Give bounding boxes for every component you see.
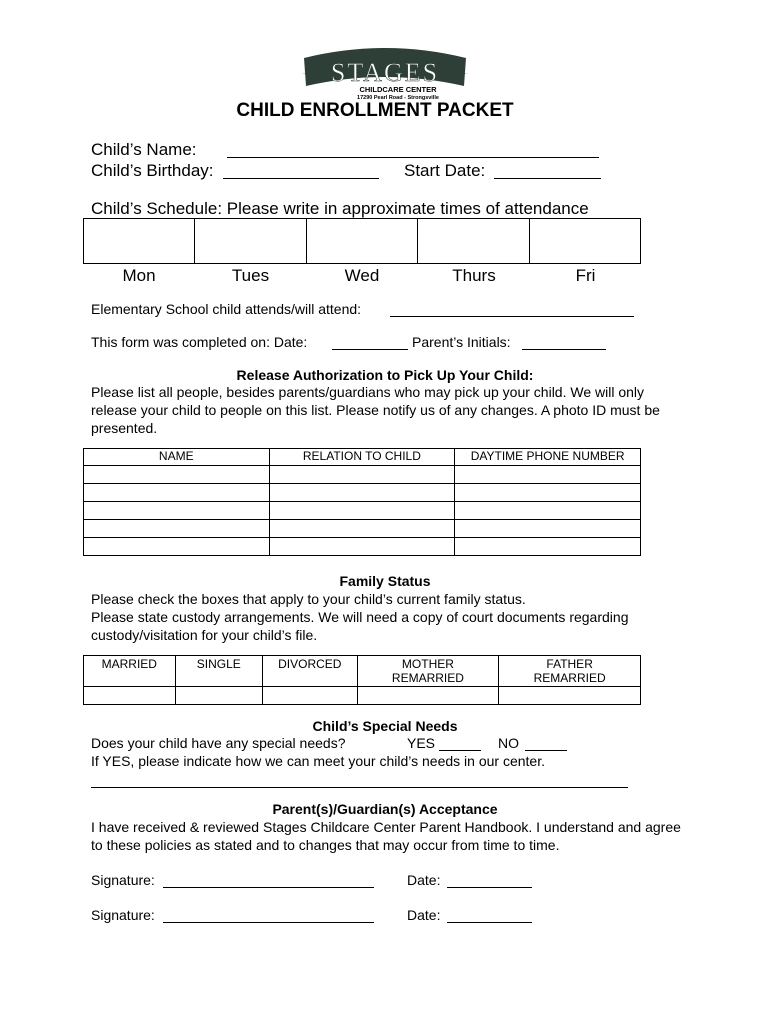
acceptance-heading: Parent(s)/Guardian(s) Acceptance — [272, 801, 498, 817]
pickup-cell[interactable] — [269, 466, 455, 484]
pickup-col-relation: RELATION TO CHILD — [269, 449, 455, 466]
signature-label-2: Signature: — [91, 907, 155, 923]
completed-date-field[interactable] — [332, 335, 408, 350]
family-col-married: MARRIED — [84, 656, 176, 687]
date-label-1: Date: — [407, 872, 441, 888]
date-field-1[interactable] — [447, 873, 532, 888]
parent-initials-label: Parent’s Initials: — [412, 334, 511, 350]
family-check-mother-remarried[interactable] — [357, 687, 499, 705]
parent-initials-field[interactable] — [522, 335, 606, 350]
special-needs-followup: If YES, please indicate how we can meet your child’s needs in our center. — [91, 753, 545, 769]
pickup-cell[interactable] — [455, 502, 641, 520]
childs-name-field[interactable] — [227, 143, 599, 158]
family-line2: Please state custody arrangements. We will need a copy of court documents regarding custody/visitation for your child’s file. — [91, 609, 629, 643]
date-field-2[interactable] — [447, 908, 532, 923]
pickup-cell[interactable] — [84, 520, 270, 538]
schedule-heading: Child’s Schedule: Please write in approximate times of attendance — [91, 199, 589, 218]
pickup-cell[interactable] — [269, 484, 455, 502]
pickup-col-name: NAME — [84, 449, 270, 466]
family-check-father-remarried[interactable] — [499, 687, 641, 705]
pickup-cell[interactable] — [84, 538, 270, 556]
day-label-mon: Mon — [122, 266, 156, 285]
childs-birthday-field[interactable] — [223, 164, 379, 179]
family-status-table — [83, 655, 641, 705]
pickup-cell[interactable] — [455, 466, 641, 484]
pickup-table — [83, 448, 641, 556]
page-title: CHILD ENROLLMENT PACKET — [236, 100, 514, 121]
signature-field-1[interactable] — [163, 873, 374, 888]
signature-label-1: Signature: — [91, 872, 155, 888]
schedule-cell-tues[interactable] — [195, 219, 306, 264]
start-date-field[interactable] — [494, 164, 601, 179]
special-needs-yes-label: YES — [407, 735, 436, 751]
pickup-cell[interactable] — [84, 466, 270, 484]
family-col-father-remarried: FATHER REMARRIED — [499, 656, 641, 687]
logo-subtitle: CHILDCARE CENTER — [359, 85, 437, 94]
acceptance-body: I have received & reviewed Stages Childcare Center Parent Handbook. I understand and agree to these policies as stated and to changes that may occur from time to time. — [91, 819, 681, 853]
signature-field-2[interactable] — [163, 908, 374, 923]
release-heading: Release Authorization to Pick Up Your Child: — [236, 367, 534, 383]
family-check-single[interactable] — [175, 687, 262, 705]
childs-name-label: Child’s Name: — [91, 140, 197, 159]
family-heading: Family Status — [339, 573, 431, 589]
day-label-thurs: Thurs — [452, 266, 496, 285]
special-needs-yes-field[interactable] — [439, 736, 481, 751]
special-needs-heading: Child’s Special Needs — [312, 718, 458, 734]
schedule-table — [83, 218, 641, 264]
logo-name: STAGES — [330, 58, 440, 87]
special-needs-question: Does your child have any special needs? — [91, 735, 346, 751]
pickup-cell[interactable] — [269, 502, 455, 520]
family-check-divorced[interactable] — [263, 687, 358, 705]
pickup-col-phone: DAYTIME PHONE NUMBER — [455, 449, 641, 466]
day-label-wed: Wed — [344, 266, 380, 285]
pickup-cell[interactable] — [84, 502, 270, 520]
schedule-cell-fri[interactable] — [529, 219, 640, 264]
schedule-cell-thurs[interactable] — [418, 219, 529, 264]
special-needs-field[interactable] — [91, 773, 628, 788]
family-col-divorced: DIVORCED — [263, 656, 358, 687]
stages-logo — [300, 44, 470, 100]
day-label-tues: Tues — [231, 266, 270, 285]
special-needs-no-label: NO — [498, 735, 519, 751]
pickup-cell[interactable] — [455, 484, 641, 502]
logo-address: 17290 Pearl Road - Strongsville — [357, 95, 439, 100]
pickup-cell[interactable] — [455, 538, 641, 556]
start-date-label: Start Date: — [404, 161, 486, 180]
pickup-cell[interactable] — [455, 520, 641, 538]
family-col-single: SINGLE — [175, 656, 262, 687]
completed-date-label: This form was completed on: Date: — [91, 334, 308, 350]
pickup-cell[interactable] — [84, 484, 270, 502]
special-needs-no-field[interactable] — [525, 736, 567, 751]
family-check-married[interactable] — [84, 687, 176, 705]
schedule-cell-wed[interactable] — [306, 219, 417, 264]
schedule-cell-mon[interactable] — [84, 219, 195, 264]
release-body: Please list all people, besides parents/guardians who may pick up your child. We will only release your child to people on this list. Please notify us of any changes. A photo ID must be presented. — [91, 384, 660, 436]
family-col-mother-remarried: MOTHER REMARRIED — [357, 656, 499, 687]
day-label-fri: Fri — [575, 266, 596, 285]
pickup-cell[interactable] — [269, 520, 455, 538]
date-label-2: Date: — [407, 907, 441, 923]
school-field[interactable] — [390, 302, 634, 317]
childs-birthday-label: Child’s Birthday: — [91, 161, 214, 180]
school-label: Elementary School child attends/will attend: — [91, 301, 362, 317]
family-line1: Please check the boxes that apply to your child’s current family status. — [91, 591, 526, 607]
pickup-cell[interactable] — [269, 538, 455, 556]
